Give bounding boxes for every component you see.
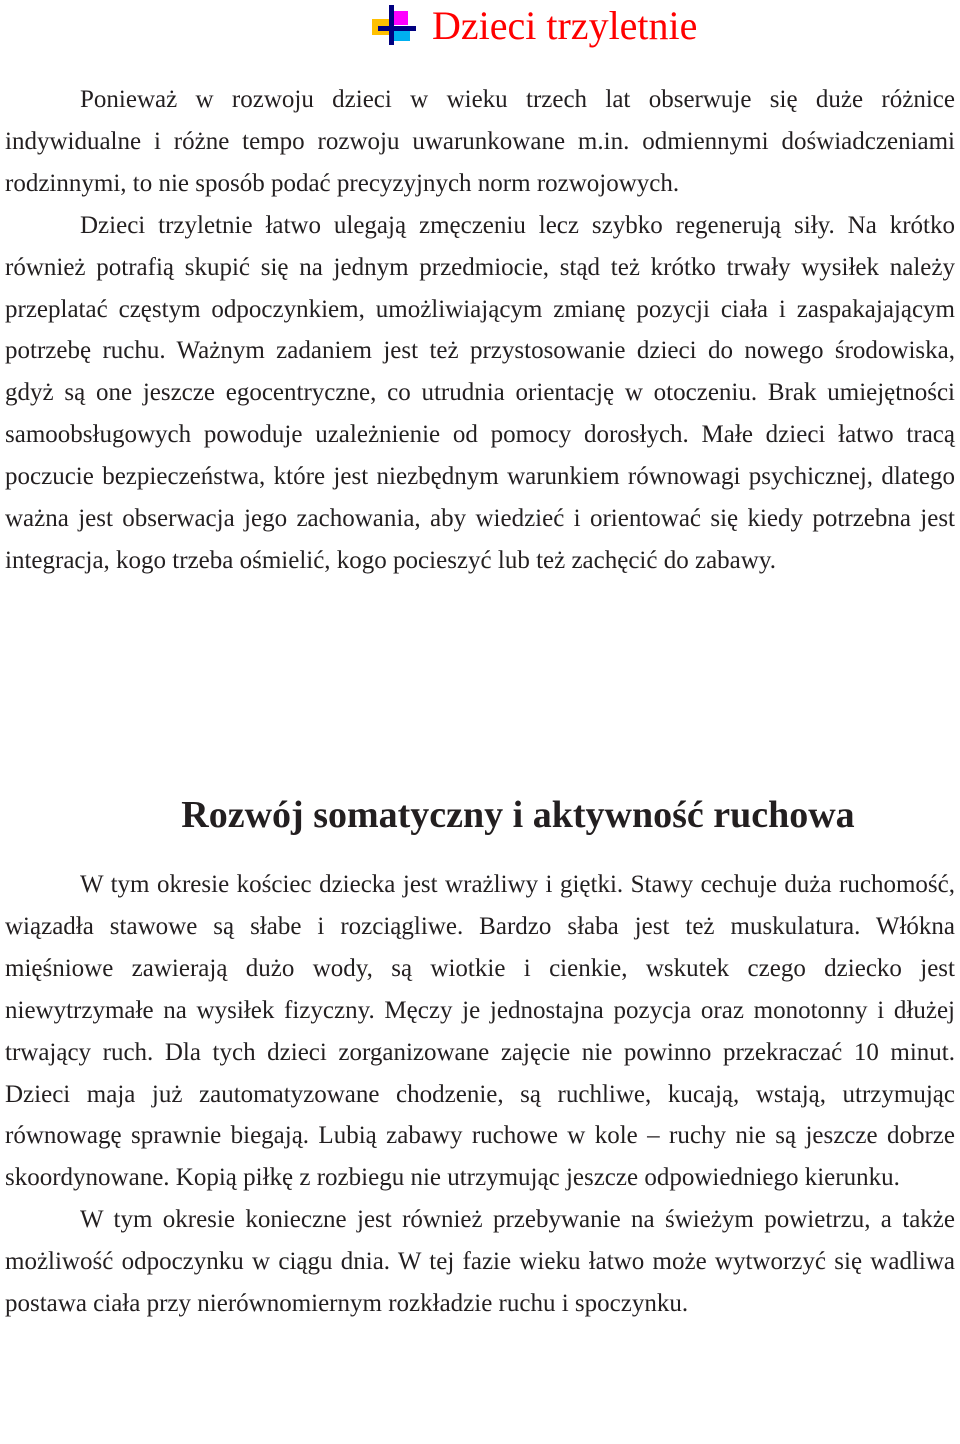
section-heading: Rozwój somatyczny i aktywność ruchowa (181, 794, 855, 836)
section-paragraph-1: W tym okresie kościec dziecka jest wrażliwy i giętki. Stawy cechuje duża ruchomość, wiązadła stawowe są słabe i rozciągliwe. Bardzo słaba jest też muskulatura. Włókna mięśniowe zawierają dużo wody, są wiotkie i cienkie, wskutek czego dziecko jest niewytrzymałe na wysiłek fizyczny. Męczy je jednostajna pozycja oraz monotonny i dłużej trwający ruch. Dla tych dzieci zorganizowane zajęcie nie powinno przekraczać 10 minut. Dzieci maja już zautomatyzowane chodzenie, są ruchliwe, kucają, wstają, utrzymując równowagę sprawnie biegają. Lubią zabawy ruchowe w kole – ruchy nie są jeszcze dobrze skoordynowane. Kopią piłkę z rozbiegu nie utrzymując jeszcze odpowiedniego kierunku. (5, 871, 955, 1192)
colored-cross-bullet-icon (370, 5, 416, 45)
title-row (0, 0, 960, 58)
section-paragraph-2: W tym okresie konieczne jest również przebywanie na świeżym powietrzu, a także możliwość odpoczynku w ciągu dnia. W tej fazie wieku łatwo może wytworzyć się wadliwa postawa ciała przy nierównomiernym rozkładzie ruchu i spoczynku. (5, 1206, 955, 1318)
page-title: Dzieci trzyletnie (432, 3, 698, 48)
intro-paragraph-1: Ponieważ w rozwoju dzieci w wieku trzech lat obserwuje się duże różnice indywidualne i różne tempo rozwoju uwarunkowane m.in. odmiennymi doświadczeniami rodzinnymi, to nie sposób podać precyzyjnych norm rozwojowych. (5, 86, 955, 197)
intro-text-block (5, 79, 955, 582)
intro-paragraph-2: Dzieci trzyletnie łatwo ulegają zmęczeniu lecz szybko regenerują siły. Na krótko również potrafią skupić się na jednym przedmiocie, stąd też krótko trwały wysiłek należy przeplatać częstym odpoczynkiem, umożliwiającym zmianę pozycji ciała i zaspakajającym potrzebę ruchu. Ważnym zadaniem jest też przystosowanie dzieci do nowego środowiska, gdyż są one jeszcze egocentryczne, co utrudnia orientację w otoczeniu. Brak umiejętności samoobsługowych powoduje uzależnienie od pomocy dorosłych. Małe dzieci łatwo tracą poczucie bezpieczeństwa, które jest niezbędnym warunkiem równowagi psychicznej, dlatego ważna jest obserwacja jego zachowania, aby wiedzieć i orientować się kiedy potrzebna jest integracja, kogo trzeba ośmielić, kogo pocieszyć lub też zachęcić do zabawy. (5, 211, 955, 574)
section-text-block (5, 864, 955, 1325)
